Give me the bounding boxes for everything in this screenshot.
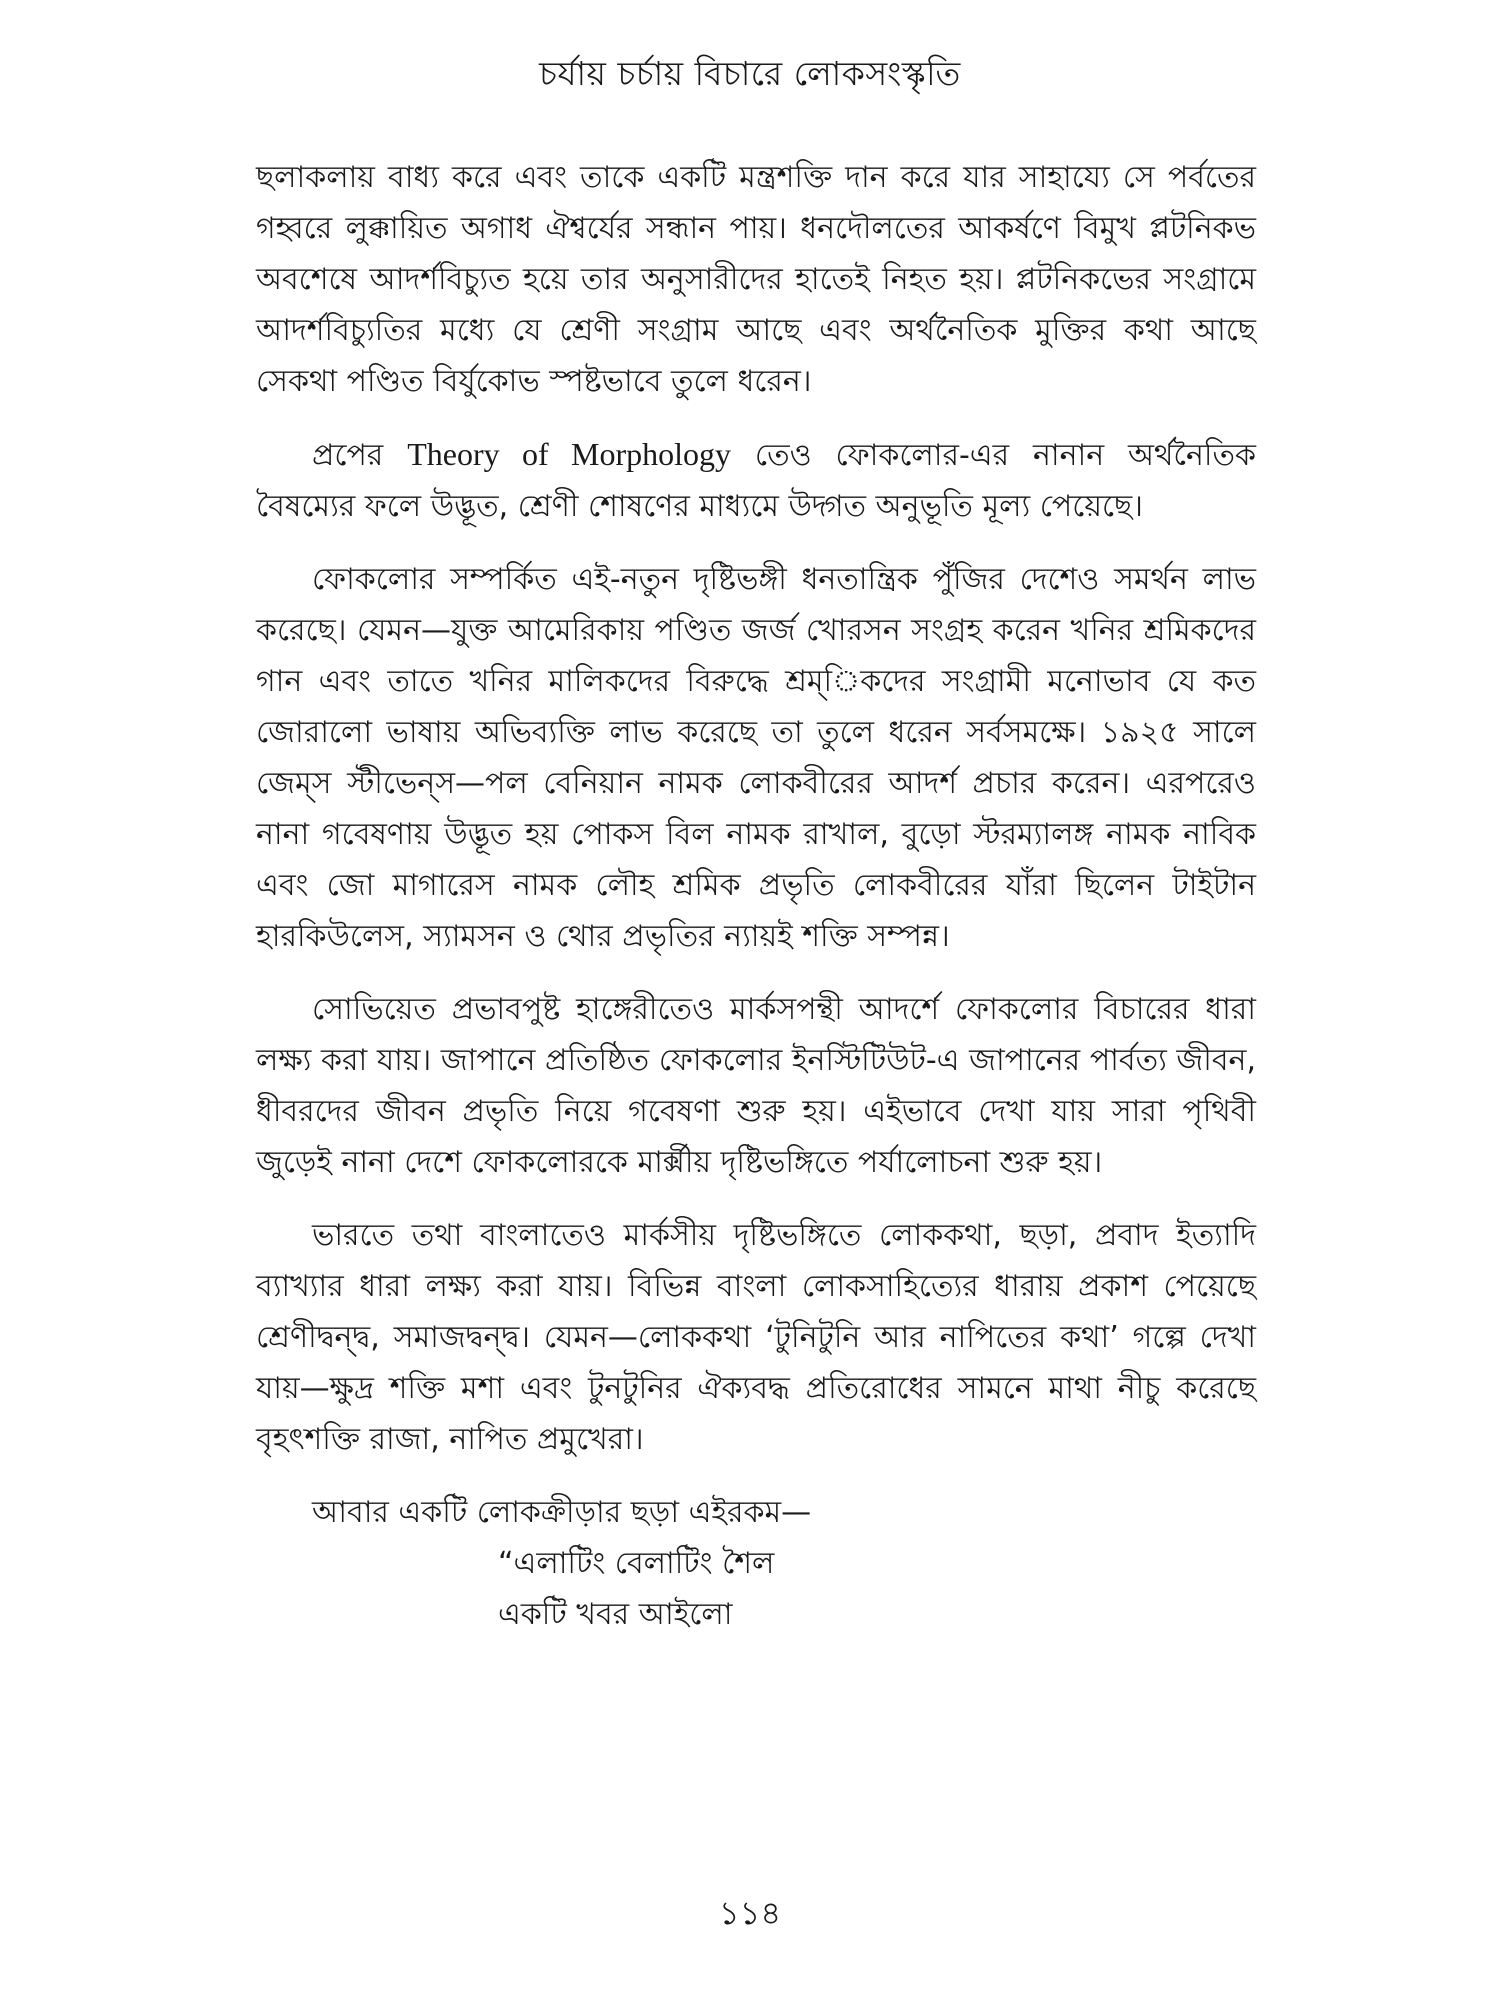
paragraph-5: ভারতে তথা বাংলাতেও মার্কসীয় দৃষ্টিভঙ্গিতে লোককথা, ছড়া, প্রবাদ ইত্যাদি ব্যাখ্যার ধারা লক্ষ্য করা যায়। বিভিন্ন বাংলা লোকসাহিত্যের ধারায় প্রকাশ পেয়েছে শ্রেণীদ্বন্দ্ব, সমাজদ্বন্দ্ব। যেমন—লোককথা ‘টুনিটুনি আর নাপিতের কথা’ গল্পে দেখা যায়—ক্ষুদ্র শক্তি মশা এবং টুনটুনির ঐক্যবদ্ধ প্রতিরোধের সামনে মাথা নীচু করেছে বৃহৎশক্তি রাজা, নাপিত প্রমুখেরা। (256, 1218, 1256, 1457)
body-text (256, 152, 1256, 1640)
paragraph-2 (256, 429, 1256, 532)
paragraph-1: ছলাকলায় বাধ্য করে এবং তাকে একটি মন্ত্রশক্তি দান করে যার সাহায্যে সে পর্বতের গহ্বরে লুক্কায়িত অগাধ ঐশ্বর্যের সন্ধান পায়। ধনদৌলতের আকর্ষণে বিমুখ প্লটনিকভ অবশেষে আদর্শবিচ্যুত হয়ে তার অনুসারীদের হাতেই নিহত হয়। প্লটনিকভের সংগ্রামে আদর্শবিচ্যুতির মধ্যে যে শ্রেণী সংগ্রাম আছে এবং অর্থনৈতিক মুক্তির কথা আছে সেকথা পণ্ডিত বির্যুকোভ স্পষ্টভাবে তুলে ধরেন। (256, 160, 1256, 399)
verse-line: একটি খবর আইলো (498, 1597, 733, 1632)
rhyme-intro: আবার একটি লোকক্রীড়ার ছড়া এইরকম— (312, 1495, 812, 1530)
paragraph-2-english-term: Theory of Morphology (407, 436, 731, 472)
paragraph-2-rest: তেও ফোকলোর-এর নানান অর্থনৈতিক বৈষম্যের ফলে উদ্ভূত, শ্রেণী শোষণের মাধ্যমে উদ্গত অনুভূতি মূল্য পেয়েছে। (256, 438, 1256, 524)
paragraph-3: ফোকলোর সম্পর্কিত এই-নতুন দৃষ্টিভঙ্গী ধনতান্ত্রিক পুঁজির দেশেও সমর্থন লাভ করেছে। যেমন—যুক্ত আমেরিকায় পণ্ডিত জর্জ খোরসন সংগ্রহ করেন খনির শ্রমিকদের গান এবং তাতে খনির মালিকদের বিরুদ্ধে শ্রম্‌িকদের সংগ্রামী মনোভাব যে কত জোরালো ভাষায় অভিব্যক্তি লাভ করেছে তা তুলে ধরেন সর্বসমক্ষে। ১৯২৫ সালে জেম্‌স স্টীভেন্‌স—পল বেনিয়ান নামক লোকবীরের আদর্শ প্রচার করেন। এরপরেও নানা গবেষণায় উদ্ভূত হয় পোকস বিল নামক রাখাল, বুড়ো স্টরম্যালঙ্গ নামক নাবিক এবং জো মাগারেস নামক লৌহ শ্রমিক প্রভৃতি লোকবীরের যাঁরা ছিলেন টাইটান হারকিউলেস, স্যামসন ও থোর প্রভৃতির ন্যায়ই শক্তি সম্পন্ন। (256, 562, 1256, 954)
running-title: চর্যায় চর্চায় বিচারে লোকসংস্কৃতি (539, 54, 961, 93)
paragraph-2-lead: প্রপের (312, 438, 408, 473)
verse-line: “এলাটিং বেলাটিং শৈল (498, 1546, 775, 1581)
rhyme-verse (498, 1538, 1256, 1640)
page-number: ১১৪ (718, 1894, 782, 1932)
paragraph-4: সোভিয়েত প্রভাবপুষ্ট হাঙ্গেরীতেও মার্কসপন্থী আদর্শে ফোকলোর বিচারের ধারা লক্ষ্য করা যায়। জাপানে প্রতিষ্ঠিত ফোকলোর ইনস্টিটিউট-এ জাপানের পার্বত্য জীবন, ধীবরদের জীবন প্রভৃতি নিয়ে গবেষণা শুরু হয়। এইভাবে দেখা যায় সারা পৃথিবী জুড়েই নানা দেশে ফোকলোরকে মার্ক্সীয় দৃষ্টিভঙ্গিতে পর্যালোচনা শুরু হয়। (256, 992, 1256, 1180)
